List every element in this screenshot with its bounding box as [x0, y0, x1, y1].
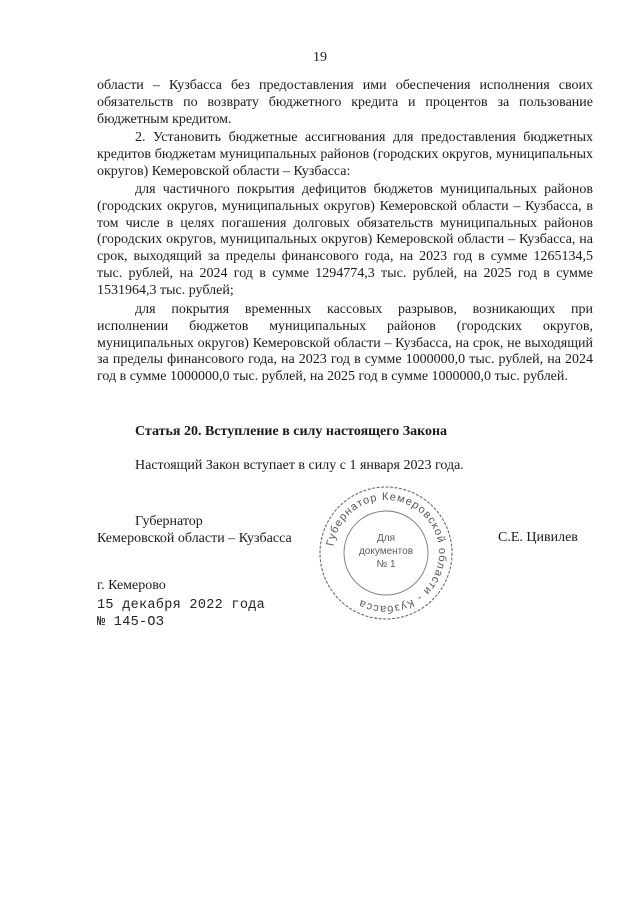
stamp-ring-text: Губернатор Кемеровской области - Кузбасса [324, 490, 449, 616]
stamp-center-line3: № 1 [376, 559, 396, 570]
stamp-center-line1: Для [376, 533, 396, 544]
paragraph-text: области – Кузбасса без предоставления ими обеспечения исполнения своих обязательств по возврату бюджетного кредита и процентов за пользование бюджетным кредитом. [97, 78, 593, 127]
paragraph-item-2 [97, 130, 593, 180]
law-number: № 145-ОЗ [97, 615, 165, 630]
signer-title-line1: Губернатор [135, 514, 203, 529]
paragraph-deficit-credits [97, 182, 593, 300]
place-of-signing: г. Кемерово [97, 578, 166, 593]
article-body: Настоящий Закон вступает в силу с 1 января 2023 года. [135, 458, 464, 473]
article-heading: Статья 20. Вступление в силу настоящего Закона [135, 424, 448, 439]
signer-name: С.Е. Цивилев [498, 530, 578, 545]
paragraph-text: для покрытия временных кассовых разрывов, возникающих при исполнении бюджетов муниципальных районов (городских округов, муниципальных округов) Кемеровской области – Кузбасса, на срок, не выходящий за пределы финансового года, на 2023 год в сумме 1000000,0 тыс. рублей, на 2024 год в сумме 1000000,0 тыс. рублей, на 2025 год в сумме 1000000,0 тыс. рублей. [97, 302, 593, 385]
stamp-seal-icon [311, 483, 461, 623]
paragraph-continuation [97, 78, 593, 128]
paragraph-cash-gap-credits [97, 302, 593, 386]
stamp-center-line2: документов [358, 546, 414, 557]
official-stamp [311, 483, 461, 623]
page-number: 19 [313, 50, 327, 65]
paragraph-text: для частичного покрытия дефицитов бюджетов муниципальных районов (городских округов, муниципальных округов) Кемеровской области – Кузбасса, в том числе в целях погашения долговых обязательств муниципальных районов (городских округов, муниципальных округов) Кемеровской области – Кузбасса, на срок, выходящий за пределы финансового года, на 2023 год в сумме 1265134,5 тыс. рублей, на 2024 год в сумме 1294774,3 тыс. рублей, на 2025 год в сумме 1531964,3 тыс. рублей; [97, 182, 593, 298]
paragraph-text: 2. Установить бюджетные ассигнования для предоставления бюджетных кредитов бюджетам муниципальных районов (городских округов, муниципальных округов) Кемеровской области – Кузбасса: [97, 130, 593, 179]
signing-date: 15 декабря 2022 года [97, 598, 266, 613]
signer-title-line2: Кемеровской области – Кузбасса [97, 531, 292, 546]
